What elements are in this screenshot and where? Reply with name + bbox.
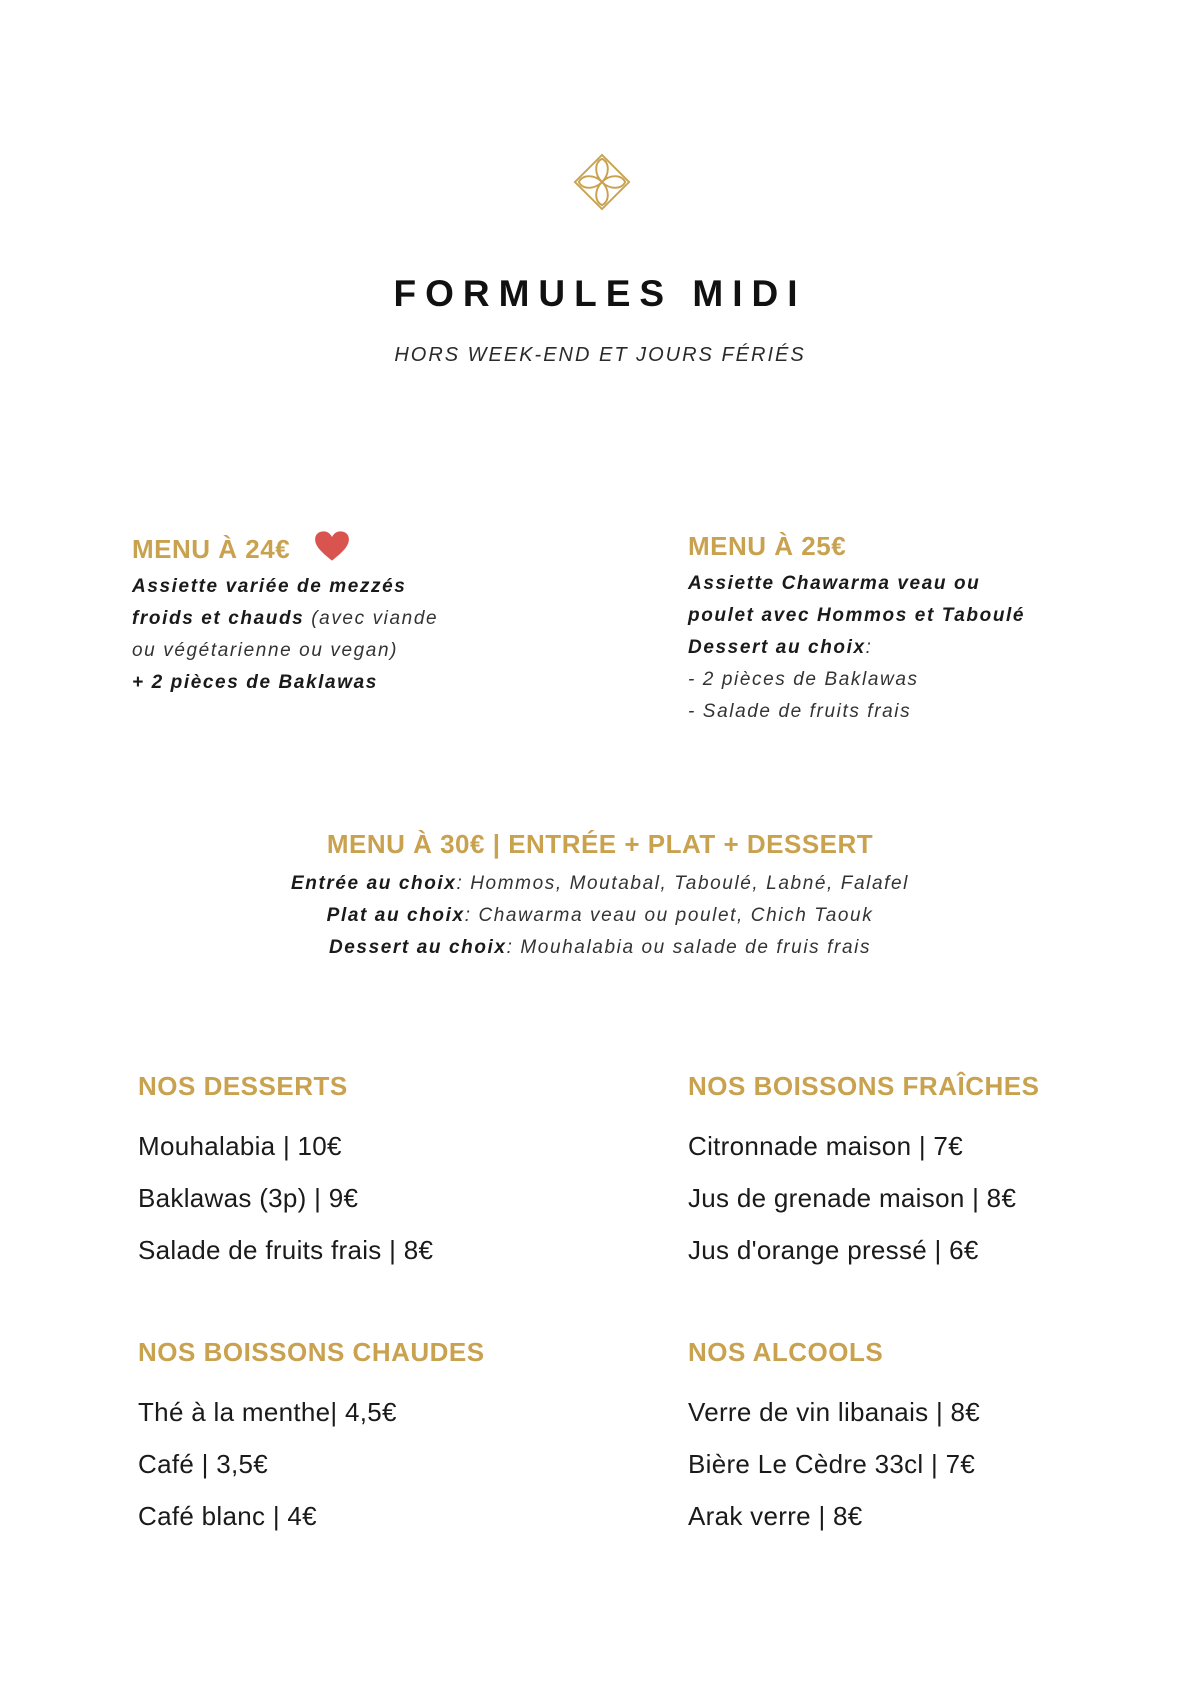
menu-25-heading: MENU À 25€ xyxy=(688,531,847,561)
cold-drinks-list xyxy=(688,1120,1188,1276)
list-item: Bière Le Cèdre 33cl | 7€ xyxy=(688,1449,976,1479)
list-item: Café blanc | 4€ xyxy=(138,1501,317,1531)
menu-25-option1: - 2 pièces de Baklawas xyxy=(688,669,919,690)
menu-24-line3: ou végétarienne ou vegan) xyxy=(132,640,399,661)
desserts-heading: NOS DESSERTS xyxy=(138,1071,348,1101)
menu-25-option2: - Salade de fruits frais xyxy=(688,701,912,722)
menu-25-section xyxy=(688,530,1168,728)
menu-30-dessert-label: Dessert au choix xyxy=(328,937,507,958)
menu-24-line2-rest: (avec viande xyxy=(304,608,439,629)
menu-30-heading: MENU À 30€ | ENTRÉE + PLAT + DESSERT xyxy=(326,829,874,859)
list-item: Café | 3,5€ xyxy=(138,1449,269,1479)
menu-30-entree-label: Entrée au choix xyxy=(290,873,457,894)
alcohol-section xyxy=(688,1336,1188,1542)
list-item: Jus d'orange pressé | 6€ xyxy=(688,1235,979,1265)
list-item: Thé à la menthe| 4,5€ xyxy=(138,1397,397,1427)
hot-drinks-list xyxy=(138,1386,638,1542)
menu-30-plat-items: : Chawarma veau ou poulet, Chich Taouk xyxy=(464,905,874,926)
menu-24-line1: Assiette variée de mezzés xyxy=(132,576,407,597)
hot-drinks-section xyxy=(138,1336,638,1542)
cold-drinks-section xyxy=(688,1070,1188,1276)
menu-25-description xyxy=(688,568,1168,728)
menu-30-entree-items: : Hommos, Moutabal, Taboulé, Labné, Falafel xyxy=(456,873,910,894)
menu-30-dessert-items: : Mouhalabia ou salade de fruis frais xyxy=(506,937,872,958)
menu-24-line4: + 2 pièces de Baklawas xyxy=(132,672,378,693)
list-item: Salade de fruits frais | 8€ xyxy=(138,1235,434,1265)
page-subtitle: HORS WEEK-END ET JOURS FÉRIÉS xyxy=(394,344,806,366)
menu-24-heading-text: MENU À 24€ xyxy=(132,534,291,564)
menu-25-line1: Assiette Chawarma veau ou xyxy=(688,573,981,594)
menu-30-section xyxy=(0,828,1200,964)
menu-24-line2-bold: froids et chauds xyxy=(132,608,305,629)
cold-drinks-heading: NOS BOISSONS FRAÎCHES xyxy=(688,1071,1040,1101)
list-item: Mouhalabia | 10€ xyxy=(138,1131,342,1161)
heart-icon xyxy=(314,530,350,562)
desserts-list xyxy=(138,1120,638,1276)
menu-25-line2: poulet avec Hommos et Taboulé xyxy=(688,605,1026,626)
hot-drinks-heading: NOS BOISSONS CHAUDES xyxy=(138,1337,485,1367)
menu-25-line3-colon: : xyxy=(865,637,873,658)
menu-24-description xyxy=(132,571,632,699)
menu-24-heading xyxy=(132,530,632,565)
alcohol-list xyxy=(688,1386,1188,1542)
list-item: Citronnade maison | 7€ xyxy=(688,1131,963,1161)
list-item: Jus de grenade maison | 8€ xyxy=(688,1183,1017,1213)
desserts-section xyxy=(138,1070,638,1276)
menu-24-section xyxy=(132,530,632,699)
page-title: FORMULES MIDI xyxy=(393,273,807,314)
list-item: Arak verre | 8€ xyxy=(688,1501,863,1531)
list-item: Baklawas (3p) | 9€ xyxy=(138,1183,359,1213)
menu-30-plat-label: Plat au choix xyxy=(326,905,465,926)
alcohol-heading: NOS ALCOOLS xyxy=(688,1337,884,1367)
diamond-flower-icon xyxy=(573,153,631,211)
list-item: Verre de vin libanais | 8€ xyxy=(688,1397,981,1427)
menu-30-description xyxy=(0,868,1200,964)
menu-25-line3: Dessert au choix xyxy=(688,637,866,658)
